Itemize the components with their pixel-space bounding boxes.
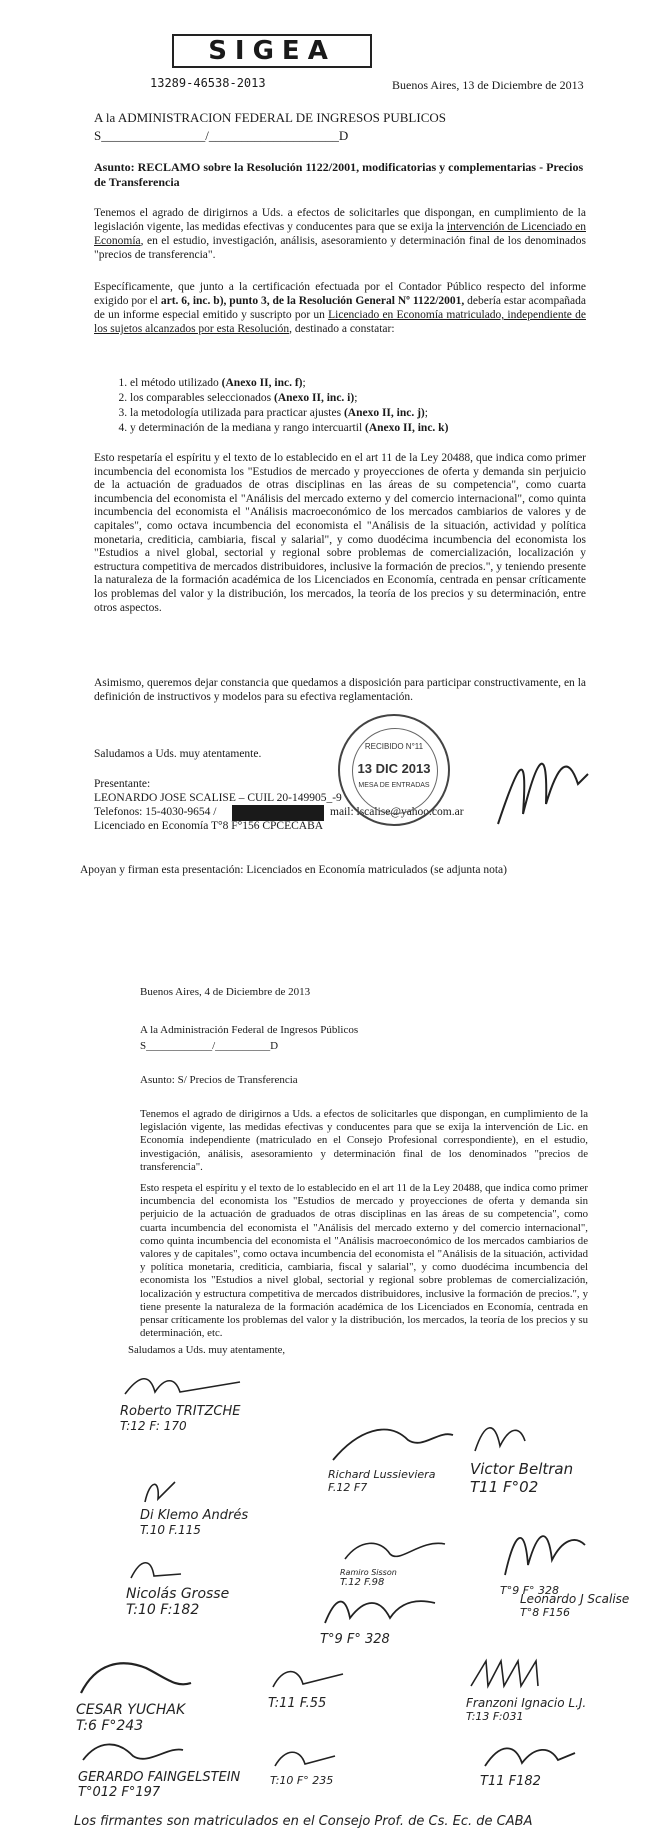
signature-block (500, 1520, 590, 1597)
signature-scribble (480, 1738, 580, 1770)
addressee: A la ADMINISTRACION FEDERAL DE INGRESOS PUBLICOS (94, 110, 446, 125)
subject: Asunto: RECLAMO sobre la Resolución 1122/2001, modificatorias y complementarias - Precios de Transferencia (94, 160, 584, 189)
signature-scribble (78, 1738, 188, 1766)
sigea-label: SIGEA (208, 36, 336, 66)
signature-scribble (470, 1416, 530, 1456)
signature-block (470, 1416, 573, 1496)
signature-block (270, 1746, 340, 1787)
paragraph-4: Asimismo, queremos dejar constancia que quedamos a disposición para participar constructivamente, en la definición de instructivos y modelos para su efectiva reglamentación. (94, 677, 586, 703)
presenter-name: LEONARDO JOSE SCALISE – CUIL 20-149905_-9 (94, 792, 342, 804)
signature-scribble (466, 1656, 576, 1692)
signature-block (268, 1662, 348, 1711)
sigea-stamp (172, 34, 372, 68)
paragraph-1: Tenemos el agrado de dirigirnos a Uds. a efectos de solicitarles que dispongan, en cumplimiento de la legislación vigente, las medidas efectivas y conducentes para que se exija la intervención de Licenciado en Economía, en el estudio, investigación, análisis, asesoramiento y determinación final de los denominados "precios de transferencia". (94, 207, 586, 261)
signature-block (480, 1738, 580, 1789)
signature-registration: T°9 F° 328 (500, 1584, 560, 1597)
signature-scribble (140, 1474, 180, 1504)
stamp-date: 13 DIC 2013 (357, 761, 431, 776)
signature-block (520, 1592, 629, 1619)
letter2-paragraph-1: Tenemos el agrado de dirigirnos a Uds. a efectos de solicitarles que dispongan, en cumplimiento de la legislación vigente, las medidas efectivas y conducentes para que se exija la intervención de Lic. en Economía independiente (matriculado en el Consejo Profesional correspondiente), en el estudio, investigación, análisis, asesoramiento y determinación final de los denominados "precios de transferencia". (140, 1108, 588, 1173)
signature-name: Nicolás Grosse (126, 1586, 230, 1602)
signature-scribble (268, 1662, 348, 1692)
footer-handwritten-note: Los firmantes son matriculados en el Consejo Prof. de Cs. Ec. de CABA (74, 1814, 533, 1829)
signature-registration: F.12 F7 (328, 1481, 368, 1494)
signature-scribble (126, 1556, 186, 1582)
criteria-list (94, 376, 610, 436)
signature-block (78, 1738, 240, 1800)
signature-block (320, 1588, 440, 1647)
presenter-phones: Telefonos: 15-4030-9654 / (94, 806, 217, 818)
place-date: Buenos Aires, 13 de Diciembre de 2013 (392, 78, 584, 92)
signature-block (120, 1372, 270, 1433)
signature-registration: T:10 F° 235 (270, 1774, 334, 1787)
paragraph-2: Específicamente, que junto a la certificación efectuada por el Contador Público respecto del informe exigido por el art. 6, inc. b), punto 3, de la Resolución General Nº 1122/2001, debería estar acompañada de un informe especial emitido y suscripto por un Licenciado en Economía matriculado, independiente de los sujetos alcanzados por esta Resolución, destinado a constatar: (94, 281, 587, 335)
signature-name: Franzoni Ignacio L.J. (466, 1696, 587, 1710)
signature-scribble (76, 1658, 196, 1698)
signature-registration: T°9 F° 328 (320, 1632, 390, 1647)
signature-registration: T°8 F156 (520, 1606, 571, 1619)
reference-number: 13289-46538-2013 (150, 76, 266, 90)
signature-registration: T:11 F.55 (268, 1696, 327, 1711)
signature-registration: T:13 F:031 (466, 1710, 524, 1723)
signature-block (466, 1656, 586, 1723)
signature-name: CESAR YUCHAK (76, 1702, 186, 1718)
signature-scribble (500, 1520, 590, 1580)
signature-block (126, 1556, 229, 1618)
signature-scribble (270, 1746, 340, 1770)
signature-scribble (340, 1534, 450, 1564)
signature-registration: T:10 F:182 (126, 1602, 200, 1618)
letter2-paragraph-2: Esto respeta el espíritu y el texto de lo establecido en el art 11 de la Ley 20488, que indica como primer incumbencia del economista los "Estudios de mercado y proyecciones de oferta y demanda sin perjuicio de la actuación de graduados de otras disciplinas en las áreas de su competencia", como cuarta incumbencia del economista el "Análisis del mercado externo y del comercio internacional", como quinta incumbencia del economista el "Análisis macroeconómico de los mercados cambiarios de valores y de capitales", como octava incumbencia del economista el "Análisis de la situación, actividad y política monetaria, crediticia, cambiaria, fiscal y salarial", y como duodécima incumbencia del economista los "Estudios a nivel global, sectorial y regional sobre problemas de comercialización, localización y estructura competitiva de mercados distribuidores, inclusive la formación de precios.", y tiene presente la naturaleza de la formación académica de los Licenciados en Economía, centrada en pensar críticamente los problemas del valor y la distribución, los mercados, la teoría de los precios y su determinación, etc. (140, 1182, 588, 1340)
signature-registration: T11 F°02 (470, 1478, 539, 1496)
signature-name: Leonardo J Scalise (520, 1592, 630, 1606)
signature-scribble (120, 1372, 270, 1400)
list-item: 4. y determinación de la mediana y rango intercuartil (Anexo II, inc. k) (130, 421, 610, 435)
signature-block (328, 1420, 458, 1494)
signature-block (140, 1474, 248, 1537)
signature-registration: T°012 F°197 (78, 1785, 161, 1800)
reception-stamp (338, 714, 450, 826)
signature-registration: T:6 F°243 (76, 1718, 144, 1734)
signature-name: GERARDO FAINGELSTEIN (78, 1770, 241, 1785)
signature-registration: T:12 F: 170 (120, 1419, 187, 1433)
stamp-bottom-text: MESA DE ENTRADAS (358, 782, 430, 789)
presenter-signature (488, 724, 598, 834)
signature-scribble (328, 1420, 458, 1464)
signature-block (76, 1658, 196, 1734)
letter2-addressee-line: S____________/__________D (140, 1040, 279, 1052)
redaction-bar (232, 805, 324, 821)
list-item: 2. los comparables seleccionados (Anexo II, inc. i); (130, 391, 610, 405)
signature-name: Richard Lussieviera (328, 1468, 436, 1481)
letter2-closing: Saludamos a Uds. muy atentamente, (128, 1344, 286, 1356)
presenter-label: Presentante: (94, 778, 151, 790)
presenter-mail: mail: lscalise@yahoo.com.ar (330, 806, 464, 818)
addressee-line: S________________/____________________D (94, 128, 349, 143)
signature-name: Ramiro Sisson (340, 1568, 397, 1577)
letter2-place-date: Buenos Aires, 4 de Diciembre de 2013 (140, 986, 311, 998)
list-item: 3. la metodología utilizada para practicar ajustes (Anexo II, inc. j); (130, 406, 610, 420)
signature-name: Di Klemo Andrés (140, 1508, 249, 1523)
support-note: Apoyan y firman esta presentación: Licenciados en Economía matriculados (se adjunta nota) (80, 864, 507, 876)
signature-registration: T.10 F.115 (140, 1523, 201, 1537)
signature-name: Roberto TRITZCHE (120, 1404, 241, 1419)
presenter-license: Licenciado en Economía T°8 F°156 CPCECABA (94, 820, 324, 832)
signature-name: Victor Beltran (470, 1460, 574, 1478)
paragraph-3: Esto respetaría el espíritu y el texto de lo establecido en el art 11 de la Ley 20488, que indica como primer incumbencia del economista los "Estudios de mercado y proyecciones de oferta y demanda sin perjuicio de la actuación de graduados de otras disciplinas en las áreas de su competencia", como cuarta incumbencia del economista el "Análisis del mercado externo y del comercio internacional", como quinta incumbencia del economista el "Análisis macroeconómico de los mercados cambiarios de valores y de capitales", como octava incumbencia del economista el "Análisis de la situación, actividad y política monetaria, crediticia, cambiaria, fiscal y salarial", y como duodécima incumbencia del economista los "Estudios a nivel global, sectorial y regional sobre problemas de comercialización, localización y estructura competitiva de mercados distribuidores, inclusive la formación de precios.", y teniendo presente la naturaleza de la formación académica de los Licenciados en Economía, centrada en pensar críticamente los problemas del valor y la distribución, los mercados, la teoría de los precios y su determinación, entre otros aspectos. (94, 452, 586, 614)
closing: Saludamos a Uds. muy atentamente. (94, 748, 262, 760)
signature-registration: T11 F182 (480, 1774, 541, 1789)
stamp-top-text: RECIBIDO N°11 (364, 742, 424, 751)
signature-scribble (320, 1588, 440, 1628)
signature-registration: T.12 F.98 (340, 1577, 385, 1588)
signature-block (340, 1534, 450, 1588)
letter2-subject: Asunto: S/ Precios de Transferencia (140, 1074, 298, 1086)
letter2-addressee: A la Administración Federal de Ingresos Públicos (140, 1024, 359, 1036)
list-item: 1. el método utilizado (Anexo II, inc. f); (130, 376, 610, 390)
